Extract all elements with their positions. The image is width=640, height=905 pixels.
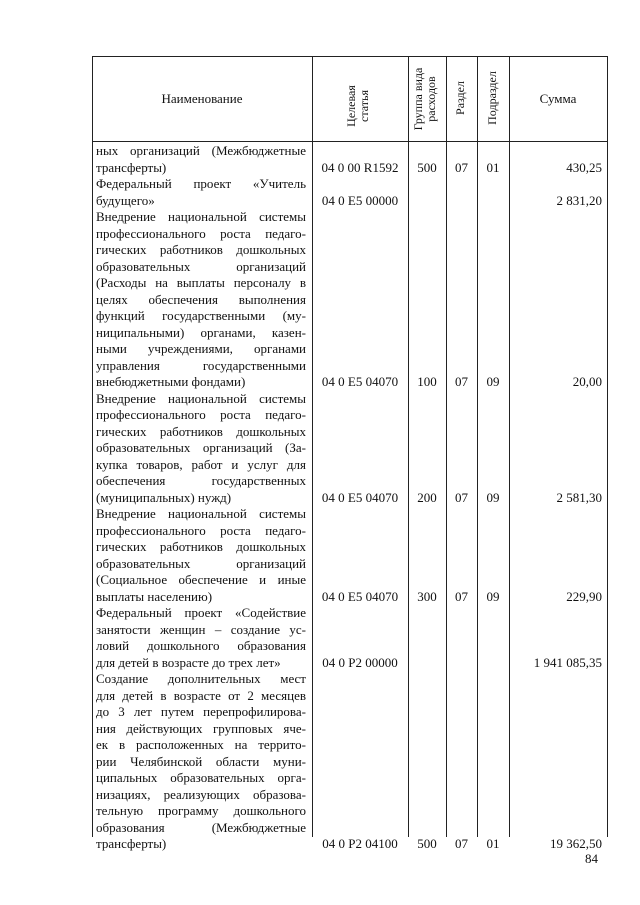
row-name-line: Внедрение национальной системы (96, 390, 306, 406)
row-name-line: ек в расположенных на террито- (96, 737, 306, 752)
row-name-line: Федеральный проект «Содействие (96, 605, 306, 620)
row-target-article: 04 0 Р2 04100 (322, 836, 398, 851)
row-name-line: гических работников дошкольных (96, 242, 306, 257)
row-name-line: трансферты) (96, 159, 167, 175)
row-name (96, 176, 306, 209)
row-expense-group: 300 (417, 588, 437, 604)
header-subsection: Подраздел (485, 71, 499, 125)
row-name-line: профессионального роста педаго- (96, 225, 306, 241)
row-name-line: выплаты населению) (96, 588, 213, 604)
row-name-line: (Социальное обеспечение и иные (96, 572, 306, 587)
row-target-article: 04 0 Е5 04070 (321, 588, 399, 604)
row-name-line: Внедрение национальной системы (96, 209, 306, 224)
row-name-line: низациях, реализующих образова- (96, 786, 306, 802)
row-name-line: образовательных организаций (96, 258, 306, 274)
row-section: 07 (455, 588, 468, 604)
row-sum: 19 362,50 (550, 836, 602, 851)
row-name-line: Внедрение национальной системы (96, 506, 306, 521)
row-section: 07 (455, 159, 468, 175)
row-name-line: профессионального роста педаго- (96, 407, 306, 422)
row-name (96, 506, 306, 605)
row-name-line: рии Челябинской области муни- (96, 753, 306, 769)
row-target-article: 04 0 Р2 00000 (322, 654, 398, 670)
row-sum: 2 581,30 (556, 489, 602, 505)
row-name (96, 671, 306, 853)
row-subsection: 01 (486, 159, 500, 175)
row-target-article: 04 0 Е5 04070 (321, 489, 399, 505)
row-name-line: целях обеспечения выполнения (96, 291, 306, 307)
row-section: 07 (455, 836, 468, 851)
row-name-line: ными учреждениями, органами (96, 341, 306, 356)
page-number: 84 (585, 851, 598, 866)
row-sum: 430,25 (566, 159, 602, 175)
row-name-line: ниципальными) органами, казен- (96, 324, 306, 340)
table-left-border (92, 56, 93, 837)
row-name-line: внебюджетными фондами) (96, 374, 246, 389)
row-name-line: занятости женщин – создание ус- (96, 621, 306, 637)
row-subsection: 09 (486, 489, 500, 505)
row-section: 07 (455, 374, 468, 389)
row-expense-group: 500 (417, 836, 437, 851)
row-name-line: образования (Межбюджетные (96, 819, 306, 835)
row-name-line: Федеральный проект «Учитель (96, 176, 306, 191)
row-sum: 20,00 (572, 374, 602, 389)
header-target-text: Целевая статья (344, 85, 371, 127)
row-name-line: до 3 лет путем перепрофилирова- (96, 704, 306, 719)
row-section: 07 (455, 489, 468, 505)
table-right-border (607, 56, 608, 837)
row-name-line: ния действующих групповых яче- (96, 720, 306, 736)
header-expense-group (412, 51, 442, 147)
row-subsection: 09 (486, 588, 500, 604)
row-name-line: функций государственными (му- (96, 308, 306, 323)
row-name-line: образовательных организаций (96, 555, 306, 571)
row-expense-group: 200 (417, 489, 437, 505)
row-name-line: Создание дополнительных мест (96, 671, 306, 686)
header-target-article (345, 56, 375, 156)
row-sum: 2 831,20 (556, 192, 602, 208)
row-name-line: купка товаров, работ и услуг для (96, 456, 306, 472)
row-name-line: профессионального роста педаго- (96, 522, 306, 538)
header-group-text: Группа вида расходов (411, 67, 438, 131)
header-section: Раздел (453, 81, 467, 115)
row-subsection: 09 (486, 374, 500, 389)
row-name-line: будущего» (96, 192, 155, 208)
row-name-line: обеспечения государственных (96, 473, 306, 488)
row-name-line: ных организаций (Межбюджетные (96, 143, 306, 158)
row-name-line: образовательных организаций (За- (96, 440, 306, 455)
row-name-line: ципальных образовательных орга- (96, 770, 306, 785)
row-expense-group: 500 (417, 159, 437, 175)
row-name-line: для детей в возрасте от 2 месяцев (96, 687, 306, 703)
row-name-line: гических работников дошкольных (96, 539, 306, 554)
row-name-line: гических работников дошкольных (96, 423, 306, 439)
row-expense-group: 100 (417, 374, 437, 389)
row-target-article: 04 0 00 R1592 (321, 159, 399, 175)
row-name (96, 391, 306, 507)
row-name-line: ловий дошкольного образования (96, 638, 306, 653)
row-name-line: (муниципальных) нужд) (96, 489, 232, 505)
row-name-line: (Расходы на выплаты персоналу в (96, 275, 306, 290)
row-name-line: управления государственными (96, 357, 306, 373)
row-sum: 229,90 (566, 588, 602, 604)
row-name-line: для детей в возрасте до трех лет» (96, 654, 281, 670)
header-name: Наименование (161, 91, 243, 106)
row-target-article: 04 0 Е5 00000 (321, 192, 399, 208)
row-name-line: трансферты) (96, 836, 167, 851)
row-target-article: 04 0 Е5 04070 (321, 374, 399, 389)
row-name (96, 605, 306, 671)
row-name (96, 143, 306, 176)
row-name-line: тельную программу дошкольного (96, 803, 306, 818)
row-sum: 1 941 085,35 (533, 654, 602, 670)
header-sum: Сумма (539, 91, 577, 106)
row-name (96, 209, 306, 391)
row-subsection: 01 (486, 836, 500, 851)
